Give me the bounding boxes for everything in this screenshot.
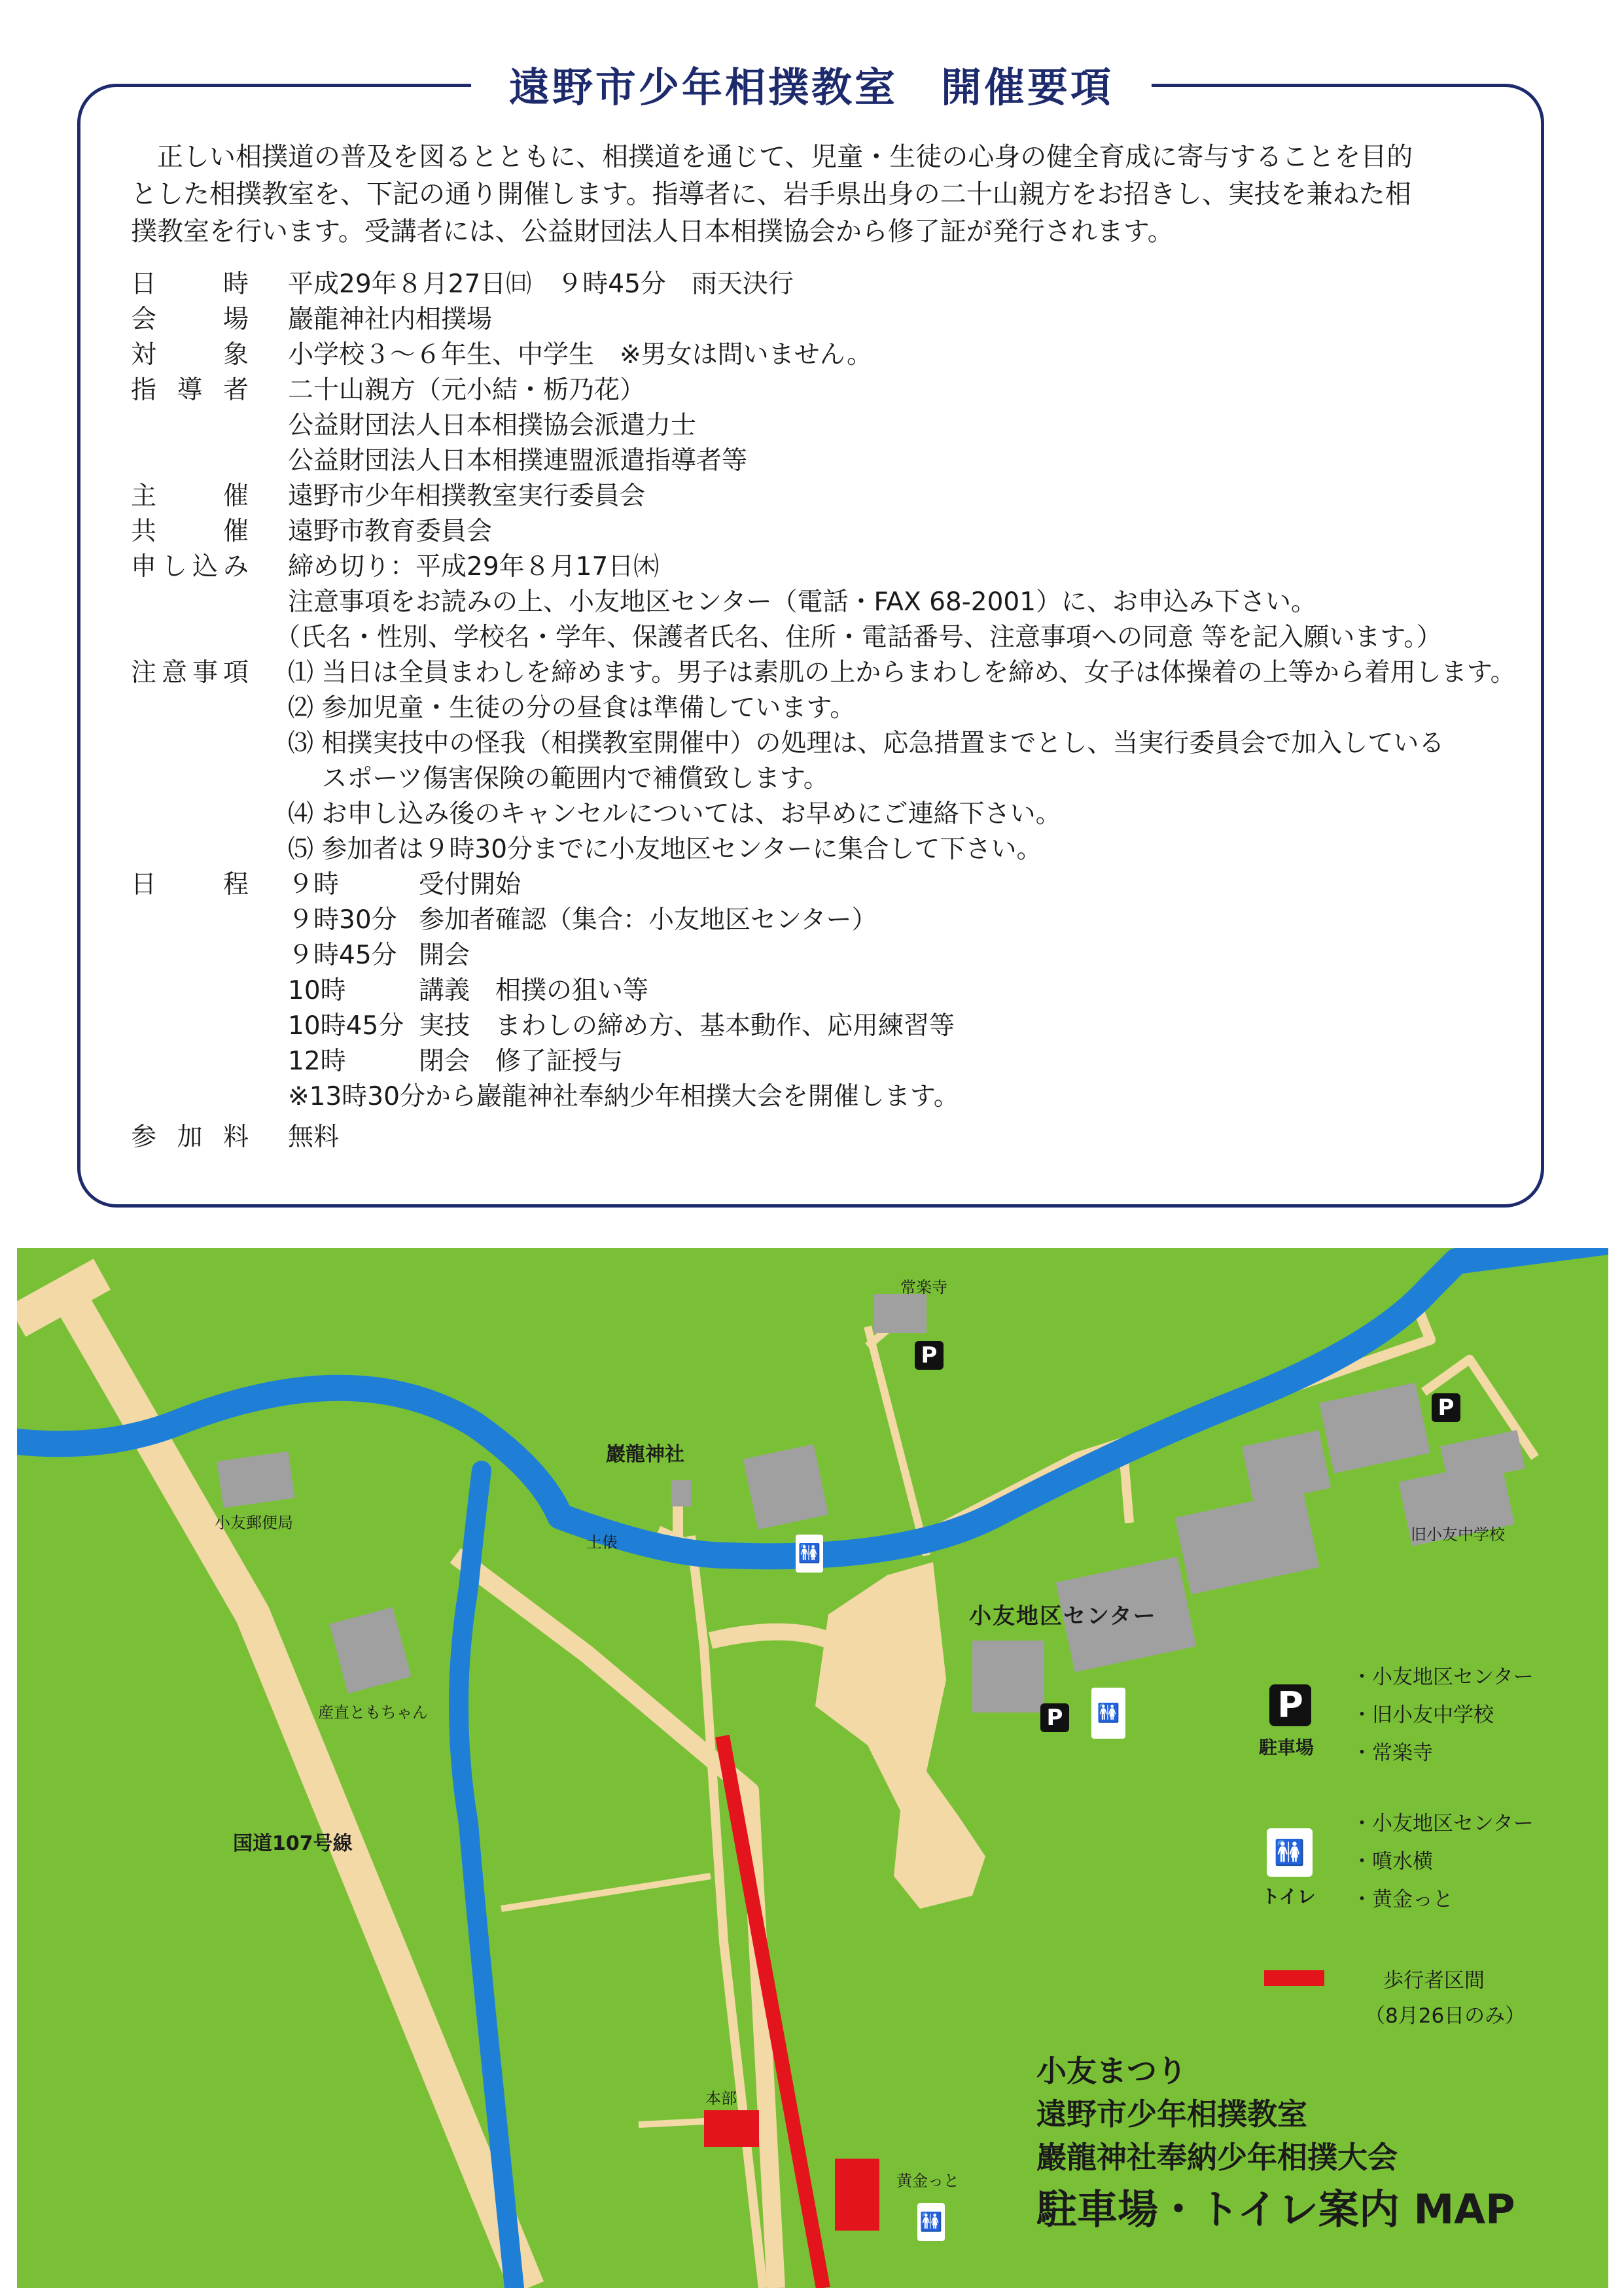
schedule-time: 12時 bbox=[288, 1047, 346, 1076]
label-sanchoku: 産直ともちゃん bbox=[318, 1703, 428, 1722]
center-plaza bbox=[815, 1562, 985, 1909]
label-center: 小友地区センター bbox=[969, 1603, 1157, 1629]
building bbox=[874, 1294, 927, 1333]
intro-text bbox=[131, 139, 1492, 251]
parking-icon: P bbox=[1040, 1703, 1069, 1732]
schedule-time: 10時 bbox=[288, 976, 346, 1005]
venue-label: 会場 bbox=[131, 305, 249, 334]
building bbox=[1440, 1430, 1525, 1485]
label-koganetto: 黄金っと bbox=[896, 2172, 959, 2190]
target-label: 対象 bbox=[131, 340, 249, 370]
application-value: 注意事項をお読みの上、小友地区センター（電話・FAX 68-2001）に、お申込み下さい。 bbox=[288, 587, 1317, 617]
notice-title: 遠野市少年相撲教室 開催要項 bbox=[471, 63, 1152, 113]
legend-pedestrian-bar bbox=[1264, 1970, 1324, 1986]
label-jorakuji: 常楽寺 bbox=[900, 1278, 947, 1296]
road bbox=[17, 1261, 43, 1274]
building bbox=[1242, 1431, 1331, 1505]
schedule-desc: 実技 まわしの締め方、基本動作、応用練習等 bbox=[419, 1011, 955, 1041]
instructor-value: 公益財団法人日本相撲連盟派遣指導者等 bbox=[288, 446, 748, 476]
map-drawing bbox=[17, 1248, 1608, 2288]
event-map bbox=[17, 1248, 1608, 2288]
application-value: （氏名・性別、学校名・学年、保護者氏名、住所・電話番号、注意事項への同意 等を記入願います。） bbox=[275, 623, 1442, 652]
building bbox=[1175, 1491, 1320, 1595]
cosponsor-value: 遠野市教育委員会 bbox=[288, 517, 493, 546]
organizer-value: 遠野市少年相撲教室実行委員会 bbox=[288, 481, 646, 511]
application-label: 申し込み bbox=[131, 552, 249, 582]
schedule-note: ※13時30分から巖龍神社奉納少年相撲大会を開催します。 bbox=[288, 1082, 959, 1111]
label-post-office: 小友郵便局 bbox=[215, 1514, 293, 1532]
instructor-value: 二十山親方（元小結・栃乃花） bbox=[288, 375, 646, 405]
building bbox=[217, 1452, 295, 1508]
legend-toilet-icon: 🚻 bbox=[1267, 1828, 1313, 1877]
organizer-label: 主催 bbox=[131, 481, 249, 511]
legend-parking-item: ・旧小友中学校 bbox=[1352, 1703, 1494, 1727]
notes-value: ⑵ 参加児童・生徒の分の昼食は準備しています。 bbox=[288, 693, 856, 723]
notes-value: スポーツ傷害保険の範囲内で補償致します。 bbox=[288, 764, 829, 793]
caption-sumo-class: 遠野市少年相撲教室 bbox=[1036, 2096, 1307, 2132]
instructor-label: 指導者 bbox=[131, 375, 249, 405]
caption-festival: 小友まつり bbox=[1036, 2053, 1187, 2089]
toilet-icon: 🚻 bbox=[1091, 1688, 1125, 1739]
schedule-time: 10時45分 bbox=[288, 1011, 404, 1041]
schedule-desc: 講義 相撲の狙い等 bbox=[419, 976, 649, 1005]
schedule-time: ９時30分 bbox=[288, 905, 397, 935]
notes-label: 注意事項 bbox=[131, 658, 249, 687]
application-value: 締め切り：平成29年８月17日㈭ bbox=[288, 552, 660, 582]
toilet-icon: 🚻 bbox=[796, 1535, 823, 1573]
caption-tournament: 巖龍神社奉納少年相撲大会 bbox=[1036, 2140, 1398, 2175]
building bbox=[671, 1480, 691, 1506]
notes-value: ⑷ お申し込み後のキャンセルについては、お早めにご連絡下さい。 bbox=[288, 799, 1061, 829]
instructor-value: 公益財団法人日本相撲協会派遣力士 bbox=[288, 411, 697, 440]
fee-value: 無料 bbox=[288, 1122, 340, 1152]
road bbox=[501, 1876, 711, 1909]
notes-value: ⑴ 当日は全員まわしを締めます。男子は素肌の上からまわしを締め、女子は体操着の上等から着用します。 bbox=[288, 658, 1516, 687]
label-honbu: 本部 bbox=[705, 2089, 737, 2108]
building bbox=[743, 1444, 828, 1529]
legend-parking-caption: 駐車場 bbox=[1259, 1737, 1315, 1758]
venue-value: 巖龍神社内相撲場 bbox=[288, 305, 493, 334]
label-dohyo: 土俵 bbox=[586, 1533, 618, 1552]
legend-pedestrian-label: 歩行者区間 bbox=[1383, 1969, 1485, 1992]
route-107-road bbox=[17, 1274, 527, 2288]
intro-line: とした相撲教室を、下記の通り開催します。指導者に、岩手県出身の二十山親方をお招きし、実技を兼ねた相 bbox=[131, 179, 1411, 209]
legend-toilet-item: ・小友地区センター bbox=[1352, 1812, 1534, 1835]
label-ganryu-shrine: 巖龍神社 bbox=[606, 1443, 684, 1466]
legend-parking-item: ・小友地区センター bbox=[1352, 1665, 1534, 1689]
notes-value: ⑸ 参加者は９時30分までに小友地区センターに集合して下さい。 bbox=[288, 835, 1042, 864]
schedule-time: ９時45分 bbox=[288, 941, 397, 970]
building bbox=[329, 1607, 411, 1694]
schedule-desc: 受付開始 bbox=[419, 870, 521, 899]
toilet-icon: 🚻 bbox=[917, 2203, 945, 2241]
koganetto-tent bbox=[835, 2159, 879, 2231]
parking-icon: P bbox=[915, 1341, 944, 1370]
building bbox=[972, 1641, 1044, 1713]
legend-toilet-item: ・噴水横 bbox=[1352, 1850, 1433, 1873]
legend-parking-icon: P bbox=[1269, 1684, 1311, 1726]
schedule-label: 日程 bbox=[131, 870, 249, 899]
legend-parking-item: ・常楽寺 bbox=[1352, 1741, 1433, 1765]
legend-toilet-item: ・黄金っと bbox=[1352, 1888, 1453, 1911]
fee-label: 参加料 bbox=[131, 1122, 249, 1152]
caption-map-title: 駐車場・トイレ案内 MAP bbox=[1036, 2185, 1515, 2233]
intro-line: 撲教室を行います。受講者には、公益財団法人日本相撲協会から修了証が発行されます。 bbox=[131, 217, 1174, 247]
schedule-desc: 閉会 修了証授与 bbox=[419, 1047, 624, 1076]
schedule-desc: 参加者確認（集合：小友地区センター） bbox=[419, 905, 877, 935]
legend-pedestrian-note: （8月26日のみ） bbox=[1365, 2004, 1526, 2028]
target-value: 小学校３～６年生、中学生 ※男女は問いません。 bbox=[288, 340, 873, 370]
datetime-value: 平成29年８月27日㈰ ９時45分 雨天決行 bbox=[288, 270, 794, 299]
cosponsor-label: 共催 bbox=[131, 517, 249, 546]
schedule-desc: 開会 bbox=[419, 941, 470, 970]
building bbox=[1319, 1383, 1430, 1474]
parking-icon: P bbox=[1432, 1393, 1460, 1422]
label-route107: 国道107号線 bbox=[233, 1832, 353, 1855]
label-old-school: 旧小友中学校 bbox=[1411, 1525, 1505, 1544]
schedule-time: ９時 bbox=[288, 870, 340, 899]
legend-toilet-caption: トイレ bbox=[1262, 1886, 1316, 1907]
honbu-tent bbox=[704, 2110, 759, 2147]
intro-line: 正しい相撲道の普及を図るとともに、相撲道を通じて、児童・生徒の心身の健全育成に寄与することを目的 bbox=[131, 142, 1413, 172]
notes-value: ⑶ 相撲実技中の怪我（相撲教室開催中）の処理は、応急措置までとし、当実行委員会で加入している bbox=[288, 729, 1445, 758]
datetime-label: 日時 bbox=[131, 270, 249, 299]
